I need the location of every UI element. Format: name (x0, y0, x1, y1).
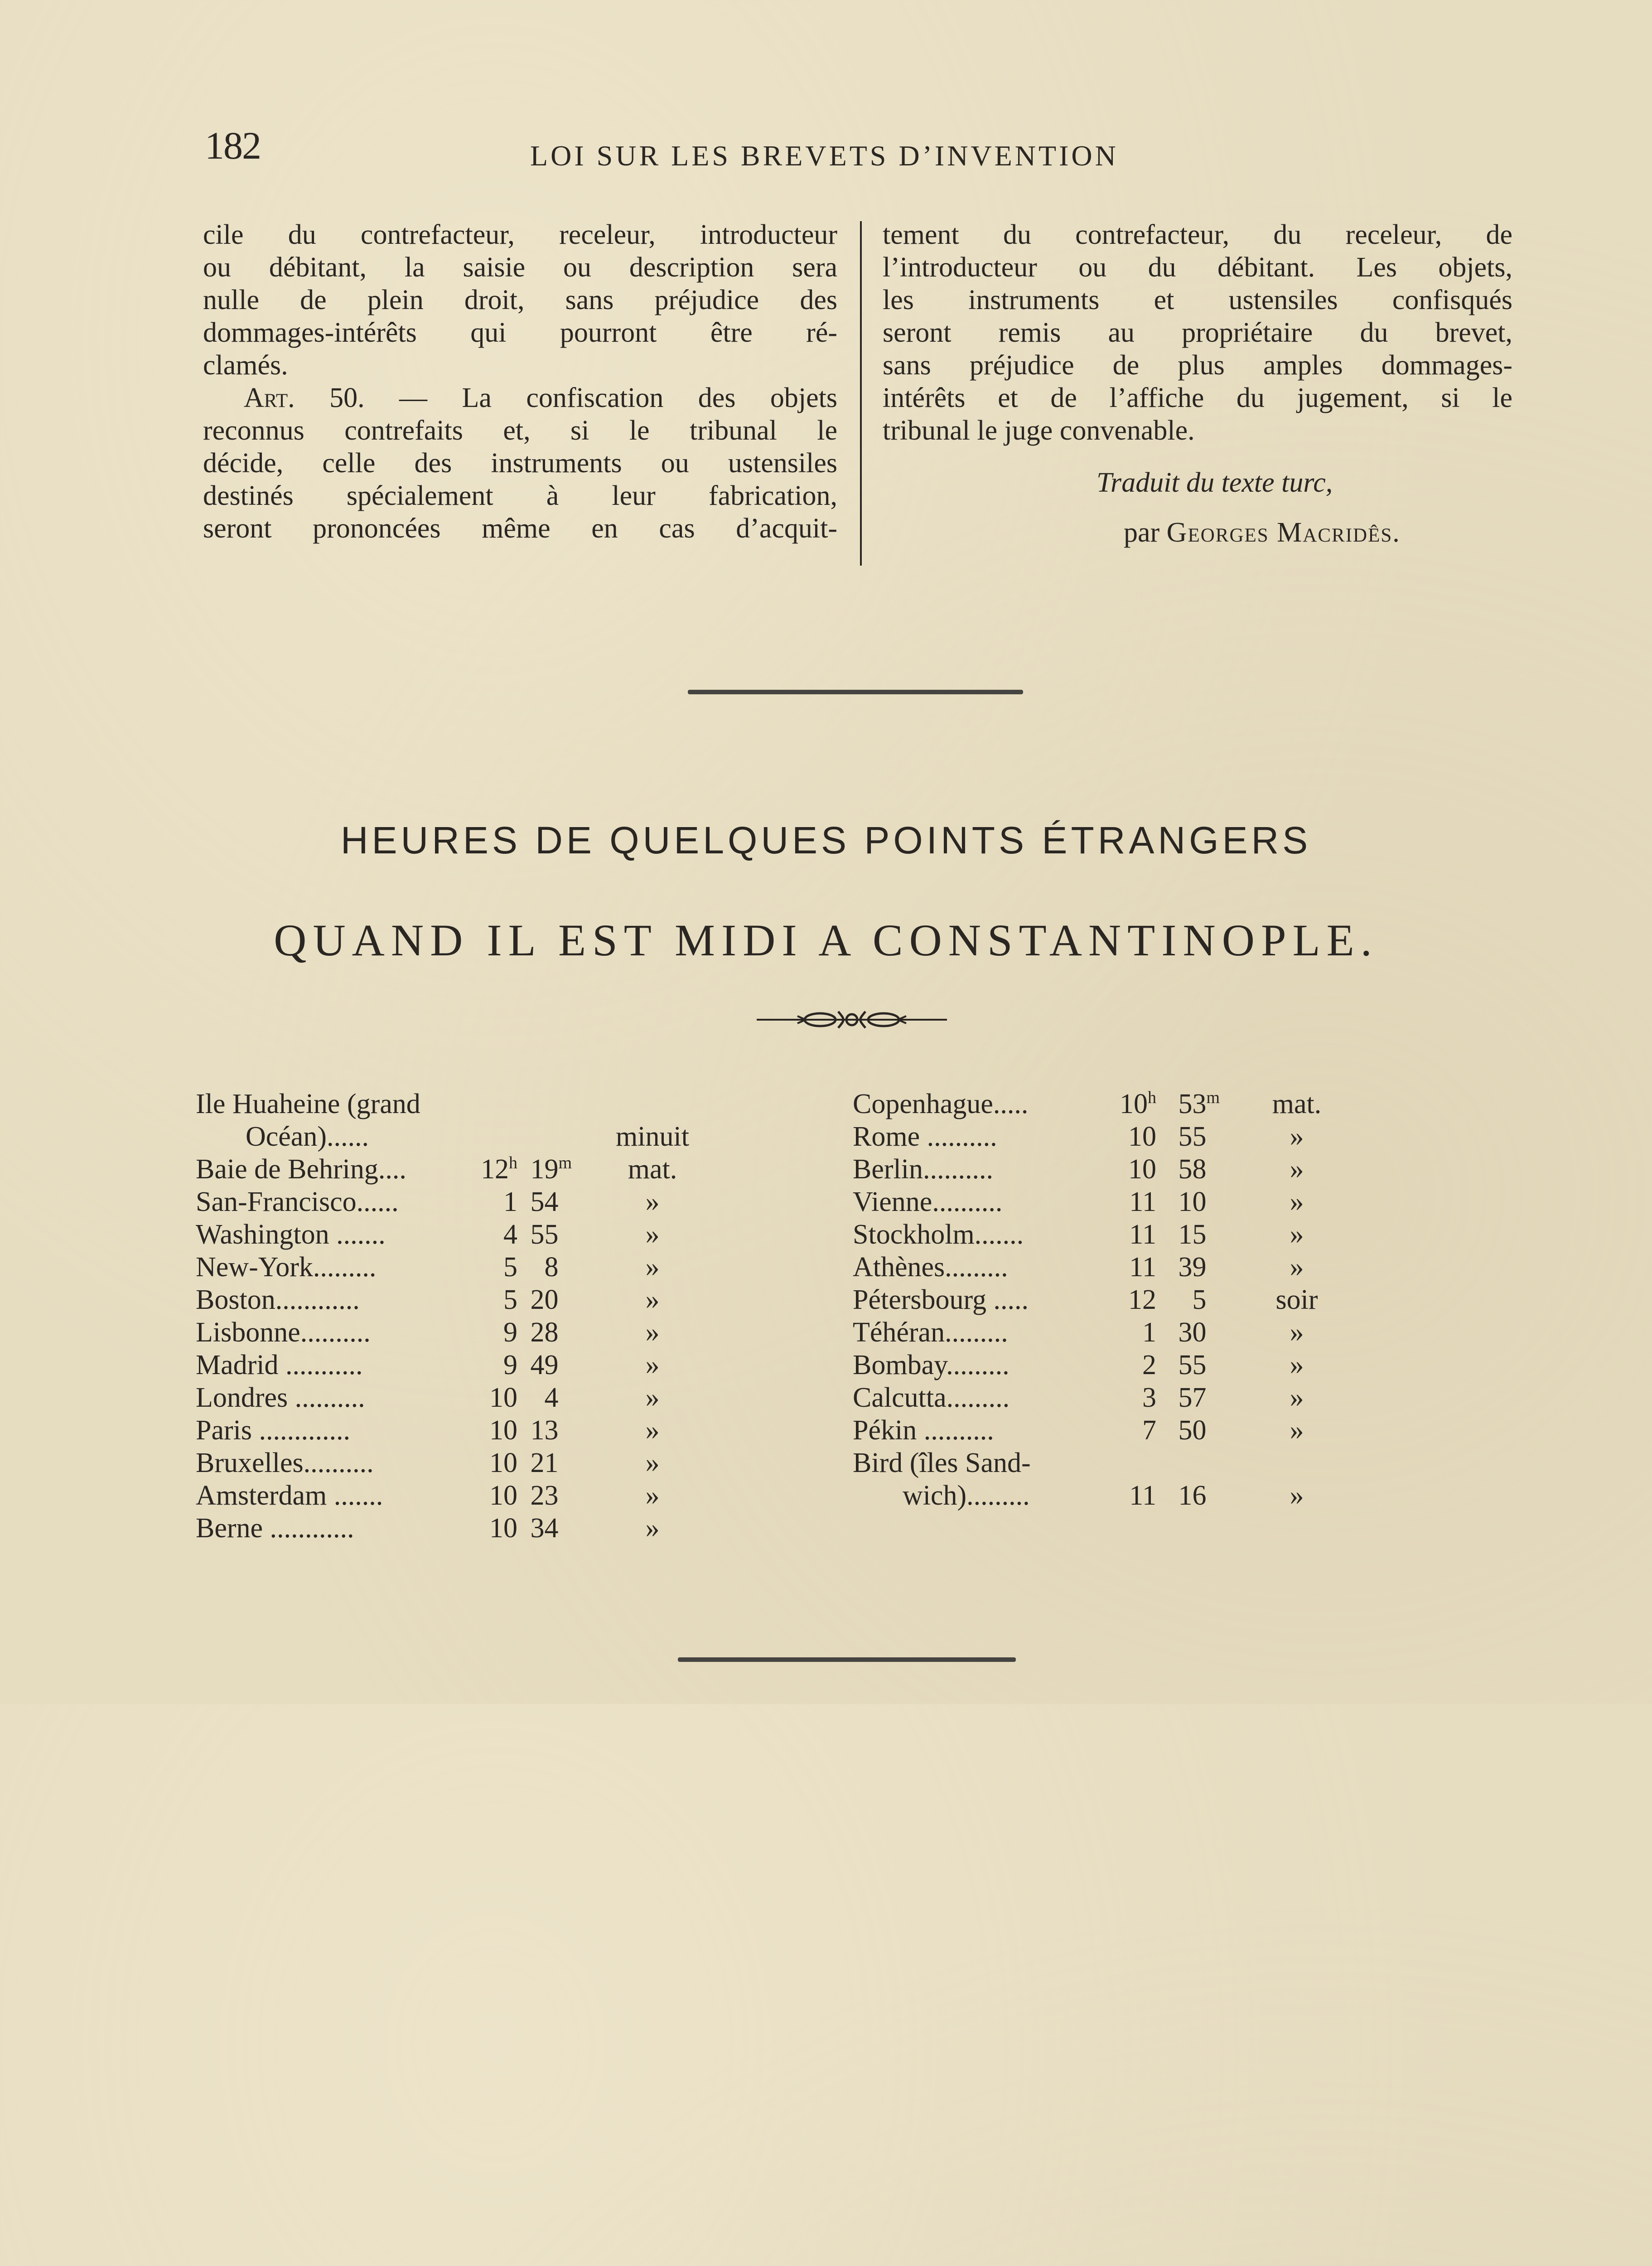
minutes-value (1170, 1283, 1220, 1316)
minutes-number: 4 (544, 1382, 559, 1413)
running-title: LOI SUR LES BREVETS D’INVENTION (530, 140, 1119, 172)
hours-number: 11 (1129, 1480, 1156, 1511)
hours-number: 10 (489, 1415, 517, 1446)
minutes-number: 49 (530, 1350, 559, 1380)
period-label: » (645, 1382, 660, 1413)
hours-number: 11 (1129, 1219, 1156, 1250)
minutes-number: 8 (544, 1252, 559, 1283)
period-label: » (645, 1284, 660, 1315)
minutes-value (1170, 1186, 1220, 1218)
hours-number: 9 (503, 1317, 517, 1348)
place-name: Pétersbourg ..... (853, 1284, 1029, 1315)
place-name: Amsterdam ....... (196, 1480, 383, 1511)
minutes-number: 20 (530, 1284, 559, 1315)
minutes-number: 34 (530, 1513, 559, 1544)
minutes-value (1170, 1088, 1220, 1120)
minutes-number: 28 (530, 1317, 559, 1348)
period-label: mat. (1272, 1089, 1322, 1119)
hours-number: 2 (1142, 1350, 1156, 1380)
text-line: dommages-intérêts qui pourront être ré- (203, 317, 837, 348)
period-label: » (645, 1513, 660, 1544)
place-name: New-York......... (196, 1252, 377, 1283)
place-name: Boston............ (196, 1284, 360, 1315)
column-divider (860, 221, 862, 566)
minutes-value (1170, 1153, 1220, 1186)
minutes-number: 55 (530, 1219, 559, 1250)
place-name: Ile Huaheine (grand (196, 1089, 420, 1119)
translator-credit (1124, 517, 1401, 549)
hours-value (1106, 1218, 1156, 1251)
text-line: tement du contrefacteur, du receleur, de (883, 219, 1512, 250)
left-text-column (203, 218, 837, 545)
place-name: Athènes......... (853, 1252, 1008, 1283)
text-line: reconnus contrefaits et, si le tribunal le (203, 415, 837, 446)
hours-number: 5 (503, 1252, 517, 1283)
text-line: seront remis au propriétaire du brevet, (883, 317, 1512, 348)
place-name: wich)......... (903, 1480, 1030, 1511)
minutes-number: 57 (1178, 1382, 1207, 1413)
hours-number: 10 (489, 1513, 517, 1544)
hours-value (1106, 1088, 1156, 1120)
minutes-number: 39 (1178, 1252, 1207, 1283)
hours-number: 4 (503, 1219, 517, 1250)
minutes-value (522, 1512, 572, 1545)
hours-number: 11 (1129, 1252, 1156, 1283)
minutes-number: 50 (1178, 1415, 1207, 1446)
place-name: Rome .......... (853, 1121, 997, 1152)
hours-value (1106, 1186, 1156, 1218)
minutes-value (1170, 1381, 1220, 1414)
ornament-flourish-icon (752, 1006, 952, 1033)
hours-number: 12 (481, 1154, 509, 1185)
place-name: Bruxelles.......... (196, 1448, 374, 1478)
minutes-value (522, 1414, 572, 1447)
hours-value (1106, 1381, 1156, 1414)
place-name: Lisbonne.......... (196, 1317, 371, 1348)
place-name: Baie de Behring.... (196, 1154, 406, 1185)
period-label: » (1290, 1350, 1304, 1380)
hours-number: 10 (1128, 1121, 1156, 1152)
text-line: ou débitant, la saisie ou description sera (203, 252, 837, 283)
section-title: HEURES DE QUELQUES POINTS ÉTRANGERS (340, 819, 1312, 862)
hours-value (1106, 1120, 1156, 1153)
hours-value (1106, 1283, 1156, 1316)
period-label: soir (1275, 1284, 1318, 1315)
hours-number: 12 (1128, 1284, 1156, 1315)
hours-value (468, 1251, 517, 1283)
text-line: nulle de plein droit, sans préjudice des (203, 285, 837, 315)
minutes-value (1170, 1251, 1220, 1283)
minutes-number: 10 (1178, 1186, 1207, 1217)
minutes-number: 30 (1178, 1317, 1207, 1348)
minute-unit: m (1206, 1088, 1220, 1107)
place-name: Téhéran......... (853, 1317, 1008, 1348)
hours-number: 5 (503, 1284, 517, 1315)
text-line: intérêts et de l’affiche du jugement, si le (883, 383, 1512, 413)
period-label: » (1290, 1252, 1304, 1283)
minutes-value (1170, 1218, 1220, 1251)
minutes-number: 55 (1178, 1121, 1207, 1152)
translation-note: Traduit du texte turc, (1097, 467, 1333, 498)
period-label: » (1290, 1186, 1304, 1217)
place-name: Stockholm....... (853, 1219, 1024, 1250)
minutes-value (522, 1088, 572, 1120)
minutes-number: 13 (530, 1415, 559, 1446)
place-name: Berlin.......... (853, 1154, 993, 1185)
hours-value (1106, 1479, 1156, 1512)
minutes-value (522, 1218, 572, 1251)
text-line: clamés. (203, 350, 288, 381)
minutes-number: 55 (1178, 1350, 1207, 1380)
minutes-value (1170, 1447, 1220, 1479)
hours-number: 10 (489, 1448, 517, 1478)
period-label: » (1290, 1219, 1304, 1250)
place-name: Londres .......... (196, 1382, 365, 1413)
period-label: » (645, 1252, 660, 1283)
translator-name: Georges Macridês. (1166, 517, 1401, 548)
hours-value (1106, 1251, 1156, 1283)
period-label: mat. (628, 1154, 677, 1185)
minutes-number: 19 (530, 1154, 559, 1185)
hours-number: 10 (1128, 1154, 1156, 1185)
hours-number: 7 (1142, 1415, 1156, 1446)
hours-number: 9 (503, 1350, 517, 1380)
section-subtitle: QUAND IL EST MIDI A CONSTANTINOPLE. (274, 915, 1378, 965)
minutes-value (522, 1186, 572, 1218)
hours-number: 10 (489, 1480, 517, 1511)
place-name: Bird (îles Sand- (853, 1448, 1031, 1478)
minutes-value (1170, 1479, 1220, 1512)
minutes-value (522, 1153, 572, 1186)
minutes-value (1170, 1349, 1220, 1381)
minutes-value (1170, 1316, 1220, 1349)
place-name: Paris ............. (196, 1415, 350, 1446)
hours-value (468, 1512, 517, 1545)
hours-value (1106, 1414, 1156, 1447)
period-label: » (645, 1317, 660, 1348)
hours-number: 1 (503, 1186, 517, 1217)
hours-value (468, 1447, 517, 1479)
period-label: » (645, 1219, 660, 1250)
translator-prefix: par (1124, 517, 1160, 548)
article-label: Art. 50. (244, 383, 365, 413)
minutes-value (522, 1316, 572, 1349)
hours-value (468, 1349, 517, 1381)
section-divider-rule (688, 690, 1023, 694)
hours-number: 11 (1129, 1186, 1156, 1217)
minutes-value (522, 1283, 572, 1316)
text-line: l’introducteur ou du débitant. Les objets, (883, 252, 1512, 283)
place-name: San-Francisco...... (196, 1186, 399, 1217)
hours-value (1106, 1349, 1156, 1381)
minutes-value (522, 1349, 572, 1381)
hour-unit: h (1148, 1088, 1156, 1107)
minutes-number: 23 (530, 1480, 559, 1511)
text-line: destinés spécialement à leur fabrication, (203, 480, 837, 511)
period-label: » (1290, 1121, 1304, 1152)
hours-value (468, 1316, 517, 1349)
hour-unit: h (509, 1153, 517, 1172)
place-name: Copenhague..... (853, 1089, 1029, 1119)
minutes-value (522, 1479, 572, 1512)
place-name: Pékin .......... (853, 1415, 994, 1446)
hours-value (468, 1414, 517, 1447)
hours-value (468, 1153, 517, 1186)
place-name: Vienne.......... (853, 1186, 1003, 1217)
period-label: » (1290, 1415, 1304, 1446)
text-line: décide, celle des instruments ou ustensiles (203, 448, 837, 479)
minutes-number: 16 (1178, 1480, 1207, 1511)
minutes-value (522, 1381, 572, 1414)
minute-unit: m (558, 1153, 572, 1172)
place-name: Madrid ........... (196, 1350, 363, 1380)
period-label: » (645, 1186, 660, 1217)
text-line: les instruments et ustensiles confisqués (883, 285, 1512, 315)
text-line: — La confiscation des objets (399, 383, 837, 413)
period-label: » (1290, 1382, 1304, 1413)
minutes-number: 5 (1192, 1284, 1207, 1315)
minutes-value (522, 1251, 572, 1283)
article-first-line (203, 382, 837, 414)
text-line: tribunal le juge convenable. (883, 415, 1195, 446)
place-name: Washington ....... (196, 1219, 386, 1250)
minutes-number: 21 (530, 1448, 559, 1478)
hours-value (468, 1381, 517, 1414)
end-rule (678, 1657, 1016, 1662)
minutes-value (1170, 1414, 1220, 1447)
period-label: » (1290, 1154, 1304, 1185)
period-label: » (1290, 1317, 1304, 1348)
hours-number: 10 (1120, 1089, 1148, 1119)
hours-value (1106, 1153, 1156, 1186)
period-label: » (645, 1415, 660, 1446)
hours-value (468, 1283, 517, 1316)
hours-value (468, 1218, 517, 1251)
period-label: » (645, 1350, 660, 1380)
period-label: » (645, 1448, 660, 1478)
minutes-value (1170, 1120, 1220, 1153)
place-name: Berne ............ (196, 1513, 354, 1544)
place-name: Océan)...... (246, 1121, 369, 1152)
page-number: 182 (205, 124, 261, 167)
period-label: » (645, 1480, 660, 1511)
hours-value (468, 1186, 517, 1218)
period-label: » (1290, 1480, 1304, 1511)
right-text-column (883, 218, 1512, 447)
text-line: sans préjudice de plus amples dommages- (883, 350, 1512, 381)
minutes-value (522, 1447, 572, 1479)
minutes-number: 58 (1178, 1154, 1207, 1185)
hours-value (1106, 1316, 1156, 1349)
minutes-number: 15 (1178, 1219, 1207, 1250)
hours-number: 10 (489, 1382, 517, 1413)
period-label: minuit (616, 1121, 689, 1152)
text-line: seront prononcées même en cas d’acquit- (203, 513, 837, 544)
hours-number: 1 (1142, 1317, 1156, 1348)
minutes-number: 54 (530, 1186, 559, 1217)
minutes-number: 53 (1178, 1089, 1207, 1119)
place-name: Calcutta......... (853, 1382, 1010, 1413)
text-line: cile du contrefacteur, receleur, introducteur (203, 219, 837, 250)
place-name: Bombay......... (853, 1350, 1010, 1380)
hours-value (468, 1479, 517, 1512)
minutes-value (522, 1120, 572, 1153)
hours-number: 3 (1142, 1382, 1156, 1413)
